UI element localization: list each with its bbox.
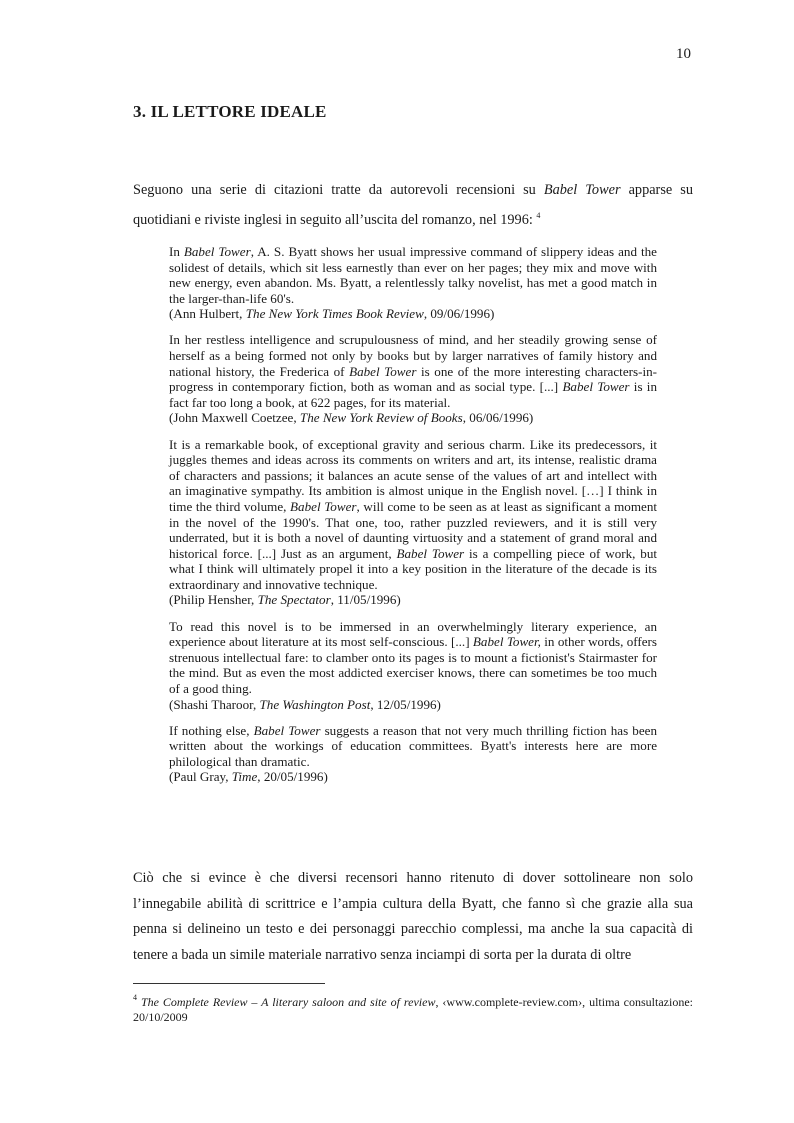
- footnote-marker: 4: [133, 993, 137, 1002]
- citation-publication: The Spectator: [257, 592, 331, 608]
- quote-text: In: [169, 244, 184, 259]
- quote-text: is in fact far too long a book, at 622 pages, for its material.: [169, 379, 657, 410]
- quote-text: , A. S. Byatt shows her usual impressive command of slippery ideas and the solidest of details, which sit less earnestly than ever on her pages; they mix and move with new energy, even abandon. Ms. Byatt, a relentlessly talky novelist, has met a good match in the larger-than-life 60's.: [169, 244, 657, 306]
- section-heading: 3. IL LETTORE IDEALE: [133, 102, 327, 121]
- quote-text: In her restless intelligence and scrupulousness of mind, and her steadily growing sense of herself as a being formed not only by books but by larger narratives of family history and national history, the Frederica of: [169, 332, 657, 379]
- review-quote: [169, 723, 657, 785]
- quote-citation: [169, 769, 657, 785]
- quote-text: suggests a reason that not very much thrilling fiction has been written about the workings of education committees. Byatt's interests here are more philological than dramatic.: [169, 722, 657, 769]
- page-number: 10: [676, 46, 691, 62]
- intro-text-2: apparse su quotidiani e riviste inglesi in seguito all’uscita del romanzo, nel 1996:: [133, 182, 693, 228]
- quote-citation: [169, 410, 657, 426]
- intro-text-1: Seguono una serie di citazioni tratte da autorevoli recensioni su: [133, 182, 544, 198]
- review-quote: [169, 244, 657, 322]
- citation-text: (Shashi Tharoor,: [169, 696, 260, 712]
- quote-book-title: Babel Tower: [396, 545, 465, 561]
- citation-text: , 11/05/1996): [330, 592, 401, 608]
- intro-paragraph: [133, 177, 693, 233]
- footnote-reference: 4: [536, 211, 541, 220]
- intro-book-title: Babel Tower: [543, 182, 621, 198]
- quote-text: , will come to be seen as at least as significant a moment in the novel of the 1990's. That one, too, rather puzzled reviewers, and it is still very underrated, but it is both a novel of daunting virtuosity and a statement of grand moral and historical force. [...] Just as an argument,: [169, 498, 658, 561]
- review-quotes: [169, 244, 657, 796]
- quote-book-title: Babel Tower: [349, 363, 417, 379]
- footnote: [133, 990, 693, 1025]
- citation-text: (Paul Gray,: [169, 769, 232, 785]
- citation-publication: Time: [231, 769, 258, 785]
- citation-text: , 12/05/1996): [370, 696, 441, 712]
- quote-text: It is a remarkable book, of exceptional gravity and serious charm. Like its predecessors, it juggles themes and ideas across its comments on writers and art, its intense, realistic drama of characters and passions; it balances an acute sense of the values of art and intellect with an imaginative sympathy. Its ambition is almost unique in the English novel. […] I think in time the third volume,: [169, 436, 657, 514]
- citation-text: (John Maxwell Coetzee,: [169, 410, 300, 426]
- quote-citation: [169, 592, 657, 608]
- citation-publication: The Washington Post: [259, 696, 371, 712]
- review-quote: [169, 437, 657, 609]
- quote-text: To read this novel is to be immersed in an overwhelmingly literary experience, an experience about literature at its most self-conscious. [...]: [169, 618, 657, 650]
- quote-citation: [169, 306, 657, 322]
- quote-text: is one of the more interesting characters-in-progress in contemporary fiction, both as woman and as social type. [...]: [169, 363, 657, 395]
- quote-text: If nothing else,: [169, 722, 254, 738]
- citation-text: , 20/05/1996): [257, 769, 328, 785]
- citation-text: , 06/06/1996): [462, 410, 534, 426]
- quote-book-title: Babel Tower: [290, 498, 357, 514]
- citation-publication: The New York Review of Books: [299, 410, 463, 426]
- quote-citation: [169, 697, 657, 713]
- citation-text: , 09/06/1996): [423, 306, 495, 322]
- citation-text: (Philip Hensher,: [169, 592, 258, 608]
- quote-text: in other words, offers strenuous intellectual fare: to clamber onto its pages is to mount a fictionist's Stairmaster for the mind. But as even the most addicted exerciser knows, there can sometimes be too much of a good thing.: [169, 634, 658, 696]
- citation-text: (Ann Hulbert,: [169, 306, 246, 322]
- citation-publication: The New York Times Book Review: [245, 306, 424, 322]
- quote-book-title: Babel Tower,: [472, 634, 541, 650]
- footnote-text: , ‹www.complete-review.com›, ultima consultazione: 20/10/2009: [133, 995, 693, 1024]
- quote-book-title: Babel Tower: [183, 244, 251, 259]
- review-quote: [169, 619, 657, 713]
- quote-book-title: Babel Tower: [253, 722, 321, 738]
- footnote-source-title: The Complete Review – A literary saloon and site of review: [140, 995, 436, 1009]
- quote-book-title: Babel Tower: [562, 379, 630, 395]
- review-quote: [169, 332, 657, 426]
- body-paragraph: Ciò che si evince è che diversi recensori hanno ritenuto di dover sottolineare non solo l’innegabile abilità di scrittrice e l’ampia cultura della Byatt, che fanno sì che grazie alla sua penna si delineino un testo e dei personaggi parecchio complessi, ma anche la sua capacità di tenere a bada un simile materiale narrativo senza inciampi di sorta per la durata di oltre: [133, 870, 693, 963]
- quote-text: is a compelling piece of work, but what I think will ultimately propel it into a key position in the literature of the decade is its extraordinary and innovative technique.: [169, 545, 658, 592]
- footnote-separator: [133, 983, 325, 984]
